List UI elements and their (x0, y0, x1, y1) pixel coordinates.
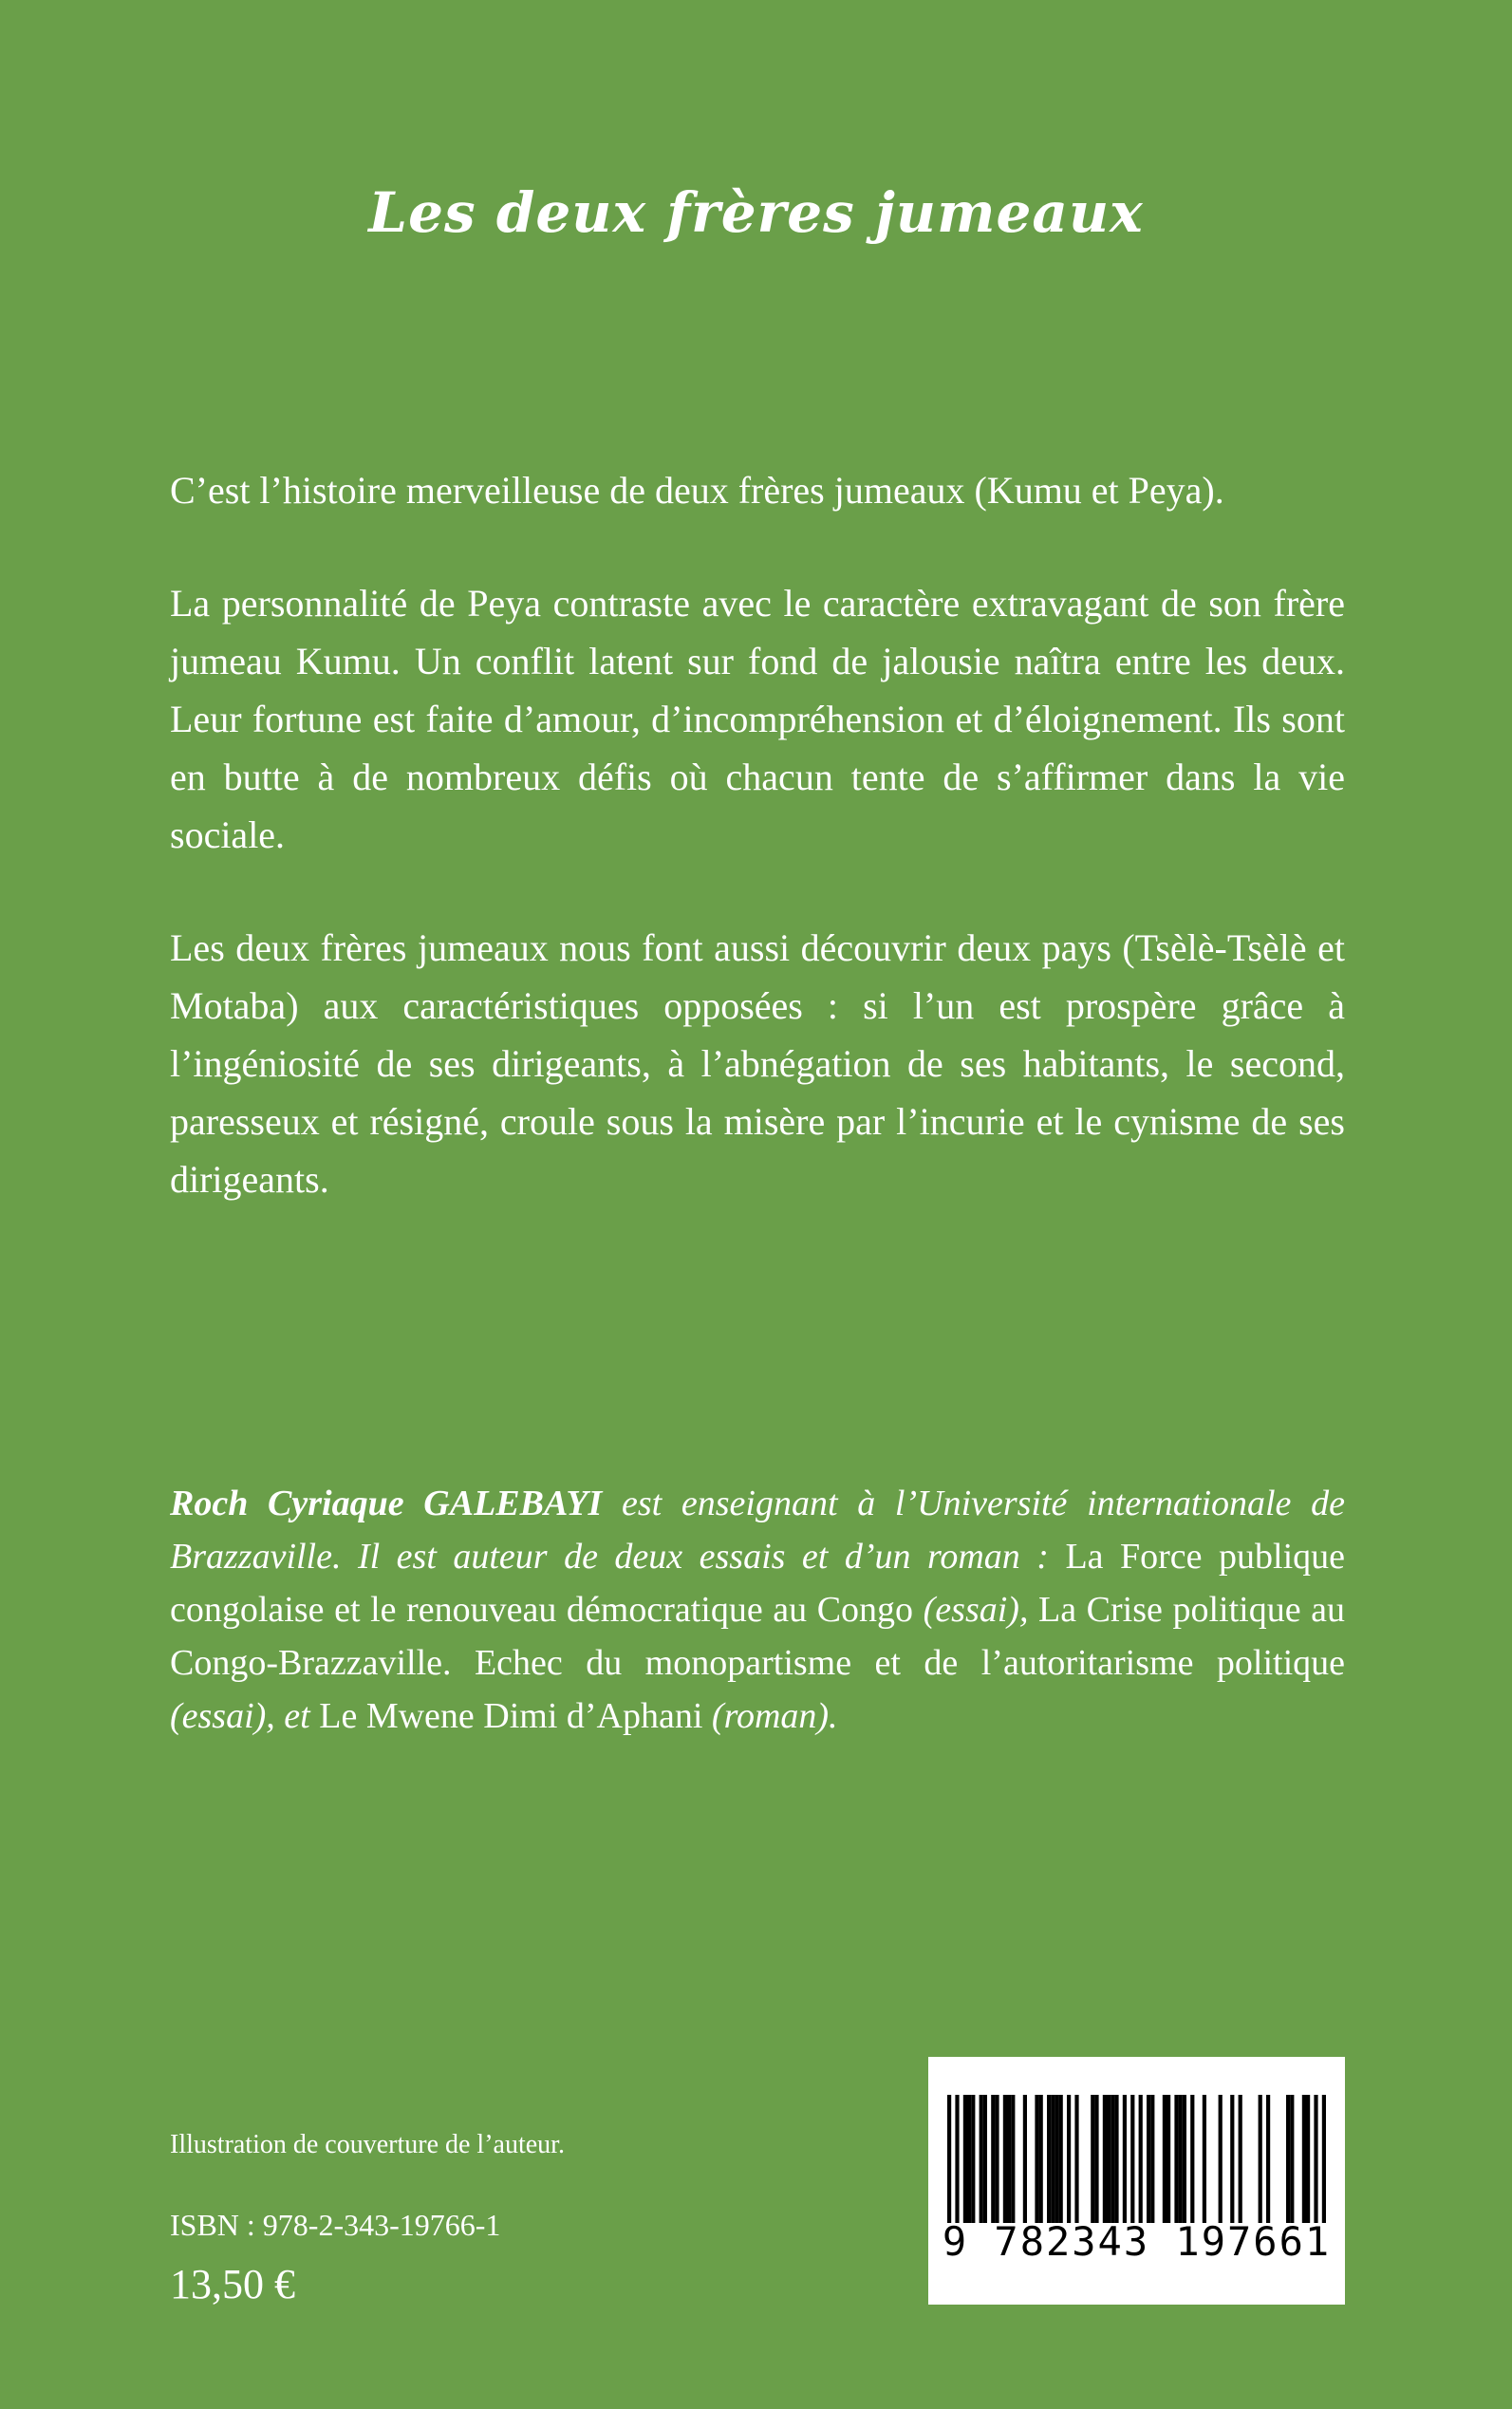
summary-paragraph-2: La personnalité de Peya contraste avec le caractère extravagant de son frère jumeau Kumu. Un conflit latent sur fond de jalousie naîtra entre les deux. Leur fortune est faite d’amour, d’incompréhension et d’éloignement. Ils sont en butte à de nombreux défis où chacun tente de s’affirmer dans la vie sociale. (170, 582, 1345, 856)
bio-work-3: Le Mwene Dimi d’Aphani (309, 1696, 703, 1736)
barcode-bar (1163, 2095, 1167, 2223)
bio-work-1-note: (essai), (913, 1590, 1029, 1630)
barcode-bar (1051, 2095, 1055, 2223)
author-bio (170, 1477, 1345, 1743)
barcode-bar (1114, 2095, 1118, 2223)
barcode-bar (1123, 2095, 1127, 2223)
summary-paragraph-1: C’est l’histoire merveilleuse de deux frères jumeaux (Kumu et Peya). (170, 469, 1224, 512)
cover-credit: Illustration de couverture de l’auteur. (170, 2130, 565, 2159)
barcode-bar (1286, 2095, 1290, 2223)
barcode-bar (971, 2095, 975, 2223)
barcode-bar (963, 2095, 967, 2223)
book-summary (170, 461, 1345, 1263)
bio-work-2: La Crise politique au Congo-Brazzaville. Echec du monopartisme et de l’autoritarisme politique (170, 1590, 1346, 1683)
barcode-bar (1266, 2095, 1270, 2223)
barcode-bar (1139, 2095, 1143, 2223)
barcode-bar (1039, 2095, 1043, 2223)
barcode-bar (955, 2095, 959, 2223)
barcode-bars (947, 2095, 1326, 2223)
bio-intro: est enseignant à l’Université internationale de Brazzaville. Il est auteur de deux essais et d’un roman : (170, 1484, 1345, 1577)
barcode-bar (967, 2095, 971, 2223)
barcode-bar (1003, 2095, 1007, 2223)
barcode-bar (1055, 2095, 1058, 2223)
barcode-bar (1322, 2095, 1326, 2223)
summary-paragraph-3: Les deux frères jumeaux nous font aussi découvrir deux pays (Tsèlè-Tsèlè et Motaba) aux caractéristiques opposées : si l’un est prospère grâce à l’ingéniosité de ses dirigeants, à l’abnégation de ses habitants, le second, paresseux et résigné, croule sous la misère par l’incurie et le cynisme de ses dirigeants. (170, 926, 1345, 1201)
barcode-bar (947, 2095, 951, 2223)
barcode-bar (1147, 2095, 1150, 2223)
barcode-bar (1094, 2095, 1098, 2223)
barcode (928, 2057, 1345, 2305)
barcode-bar (1179, 2095, 1183, 2223)
barcode-bar (1074, 2095, 1078, 2223)
barcode-bar (983, 2095, 987, 2223)
barcode-bar (1190, 2095, 1194, 2223)
barcode-bar (980, 2095, 983, 2223)
barcode-bar (1167, 2095, 1170, 2223)
barcode-bar (1302, 2095, 1306, 2223)
bio-work-3-note: (roman). (702, 1696, 838, 1736)
isbn: ISBN : 978-2-343-19766-1 (170, 2208, 501, 2242)
barcode-bar (1230, 2095, 1234, 2223)
barcode-digits: 9 782343 197661 (942, 2218, 1332, 2265)
barcode-bar (1091, 2095, 1094, 2223)
barcode-bar (1047, 2095, 1051, 2223)
barcode-bar (1111, 2095, 1114, 2223)
barcode-bar (1107, 2095, 1111, 2223)
barcode-bar (995, 2095, 999, 2223)
barcode-bar (1314, 2095, 1317, 2223)
barcode-bar (1035, 2095, 1038, 2223)
barcode-bar (1183, 2095, 1186, 2223)
barcode-bar (1007, 2095, 1011, 2223)
barcode-bar (1259, 2095, 1262, 2223)
barcode-bar (1174, 2095, 1178, 2223)
barcode-bar (1023, 2095, 1027, 2223)
barcode-bar (1059, 2095, 1063, 2223)
barcode-bar (1306, 2095, 1310, 2223)
barcode-bar (1203, 2095, 1206, 2223)
price: 13,50 € (170, 2261, 295, 2307)
barcode-bar (1150, 2095, 1154, 2223)
barcode-bar (991, 2095, 995, 2223)
barcode-bar (1130, 2095, 1134, 2223)
barcode-bar (1290, 2095, 1294, 2223)
barcode-bar (1239, 2095, 1242, 2223)
barcode-bar (1011, 2095, 1015, 2223)
barcode-bar (1219, 2095, 1223, 2223)
author-name: Roch Cyriaque GALEBAYI (170, 1484, 603, 1523)
book-title: Les deux frères jumeaux (368, 180, 1144, 245)
barcode-bar (1103, 2095, 1107, 2223)
bio-work-1: La Force publique congolaise et le renouveau démocratique au Congo (170, 1537, 1345, 1630)
barcode-bar (1067, 2095, 1071, 2223)
bio-work-2-note: (essai), et (170, 1696, 310, 1736)
